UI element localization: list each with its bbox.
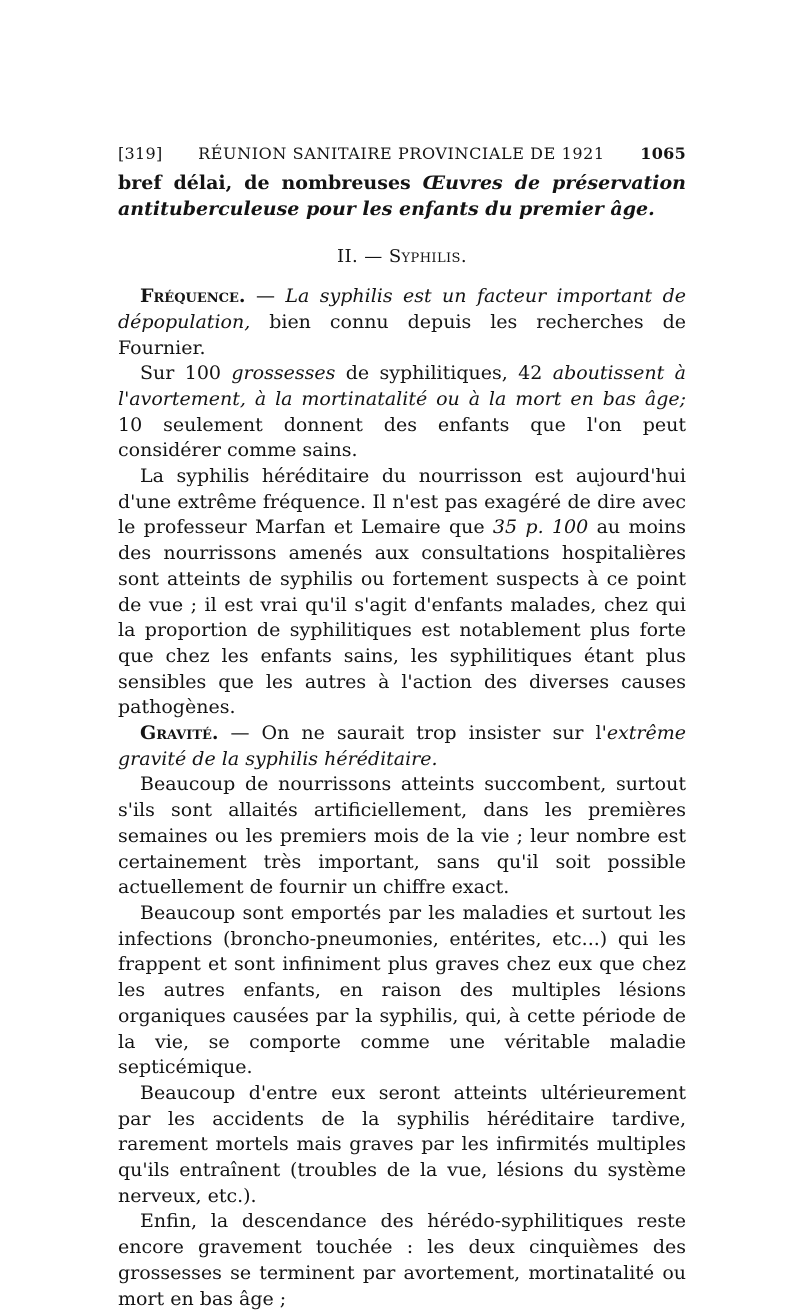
gravite-label: Gravité. <box>140 722 219 745</box>
intro-paragraph <box>118 171 686 222</box>
gravite-paragraph <box>118 721 686 772</box>
section-number: II. — <box>337 246 389 268</box>
sur100-e: 10 seulement donnent des enfants que l'on peut considérer comme sains. <box>118 413 686 462</box>
gravite-a: — On ne saurait trop insister sur l' <box>218 722 607 745</box>
paragraph-infections: Beaucoup sont emportés par les maladies et surtout les infections (broncho-pneumonies, entérites, etc...) qui les frappent et sont infiniment plus graves chez eux que chez les autres enfants, en raison des multiples lésions organiques causées par la syphilis, qui, à cette période de la vie, se comporte comme une véritable maladie septicémique. <box>118 901 686 1079</box>
hereditaire-a: La syphilis héréditaire du nourrisson est aujourd'hui d'une extrême fréquence. Il n'est pas exagéré de dire avec le professeur Marfan et Lemaire que <box>118 465 686 539</box>
section-heading <box>118 244 686 270</box>
frequence-paragraph <box>118 284 686 361</box>
running-title: RÉUNION SANITAIRE PROVINCIALE DE 1921 <box>198 144 605 163</box>
intro-text: bref délai, de nombreuses <box>118 172 423 194</box>
hereditaire-c: au moins des nourrissons amenés aux consultations hospitalières sont atteints de syphilis ou fortement suspects à ce point de vue ; il est vrai qu'il s'agit d'enfants malades, chez qui la proportion de syphilitiques est notablement plus forte que chez les enfants sains, les syphilitiques étant plus sensibles que les autres à l'action des diverses causes pathogènes. <box>118 516 686 719</box>
sur100-paragraph <box>118 361 686 464</box>
frequence-label: Fréquence. <box>140 285 246 308</box>
frequence-dash: — <box>245 285 286 308</box>
page-number: 1065 <box>640 144 686 163</box>
sur100-b: grossesses <box>231 362 336 385</box>
paragraph-nourrissons: Beaucoup de nourrissons atteints succombent, surtout s'ils sont allaités artificiellement, dans les premières semaines ou les premiers mois de la vie ; leur nombre est certainement très important, sans qu'il soit possible actuellement de fournir un chiffre exact. <box>118 773 686 899</box>
hereditaire-paragraph <box>118 464 686 721</box>
page-reference: [319] <box>118 144 163 163</box>
gravite-b: extrême gravité de la syphilis héréditaire. <box>118 722 686 770</box>
running-header <box>118 144 686 163</box>
section-title: Syphilis. <box>388 246 467 268</box>
frequence-rest: bien connu depuis les recherches de Fournier. <box>118 310 686 359</box>
paragraph-tardive: Beaucoup d'entre eux seront atteints ultérieurement par les accidents de la syphilis héréditaire tardive, rarement mortels mais graves par les infirmités multiples qu'ils entraînent (troubles de la vue, lésions du système nerveux, etc.). <box>118 1081 686 1207</box>
book-page <box>118 144 686 1312</box>
frequence-italic: La syphilis est un facteur important de dépopulation, <box>118 285 686 333</box>
sur100-c: de syphilitiques, 42 <box>335 362 553 385</box>
sur100-a: Sur 100 <box>140 362 232 385</box>
paragraph-descendance: Enfin, la descendance des hérédo-syphilitiques reste encore gravement touchée : les deux cinquièmes des grossesses se terminent par avortement, mortinatalité ou mort en bas âge ; <box>118 1210 686 1310</box>
sur100-d: aboutissent à l'avortement, à la mortinatalité ou à la mort en bas âge; <box>118 362 686 410</box>
body-text <box>118 171 686 1312</box>
hereditaire-b: 35 p. 100 <box>492 516 589 539</box>
intro-italic: Œuvres de préservation antituberculeuse pour les enfants du premier âge. <box>118 172 686 220</box>
